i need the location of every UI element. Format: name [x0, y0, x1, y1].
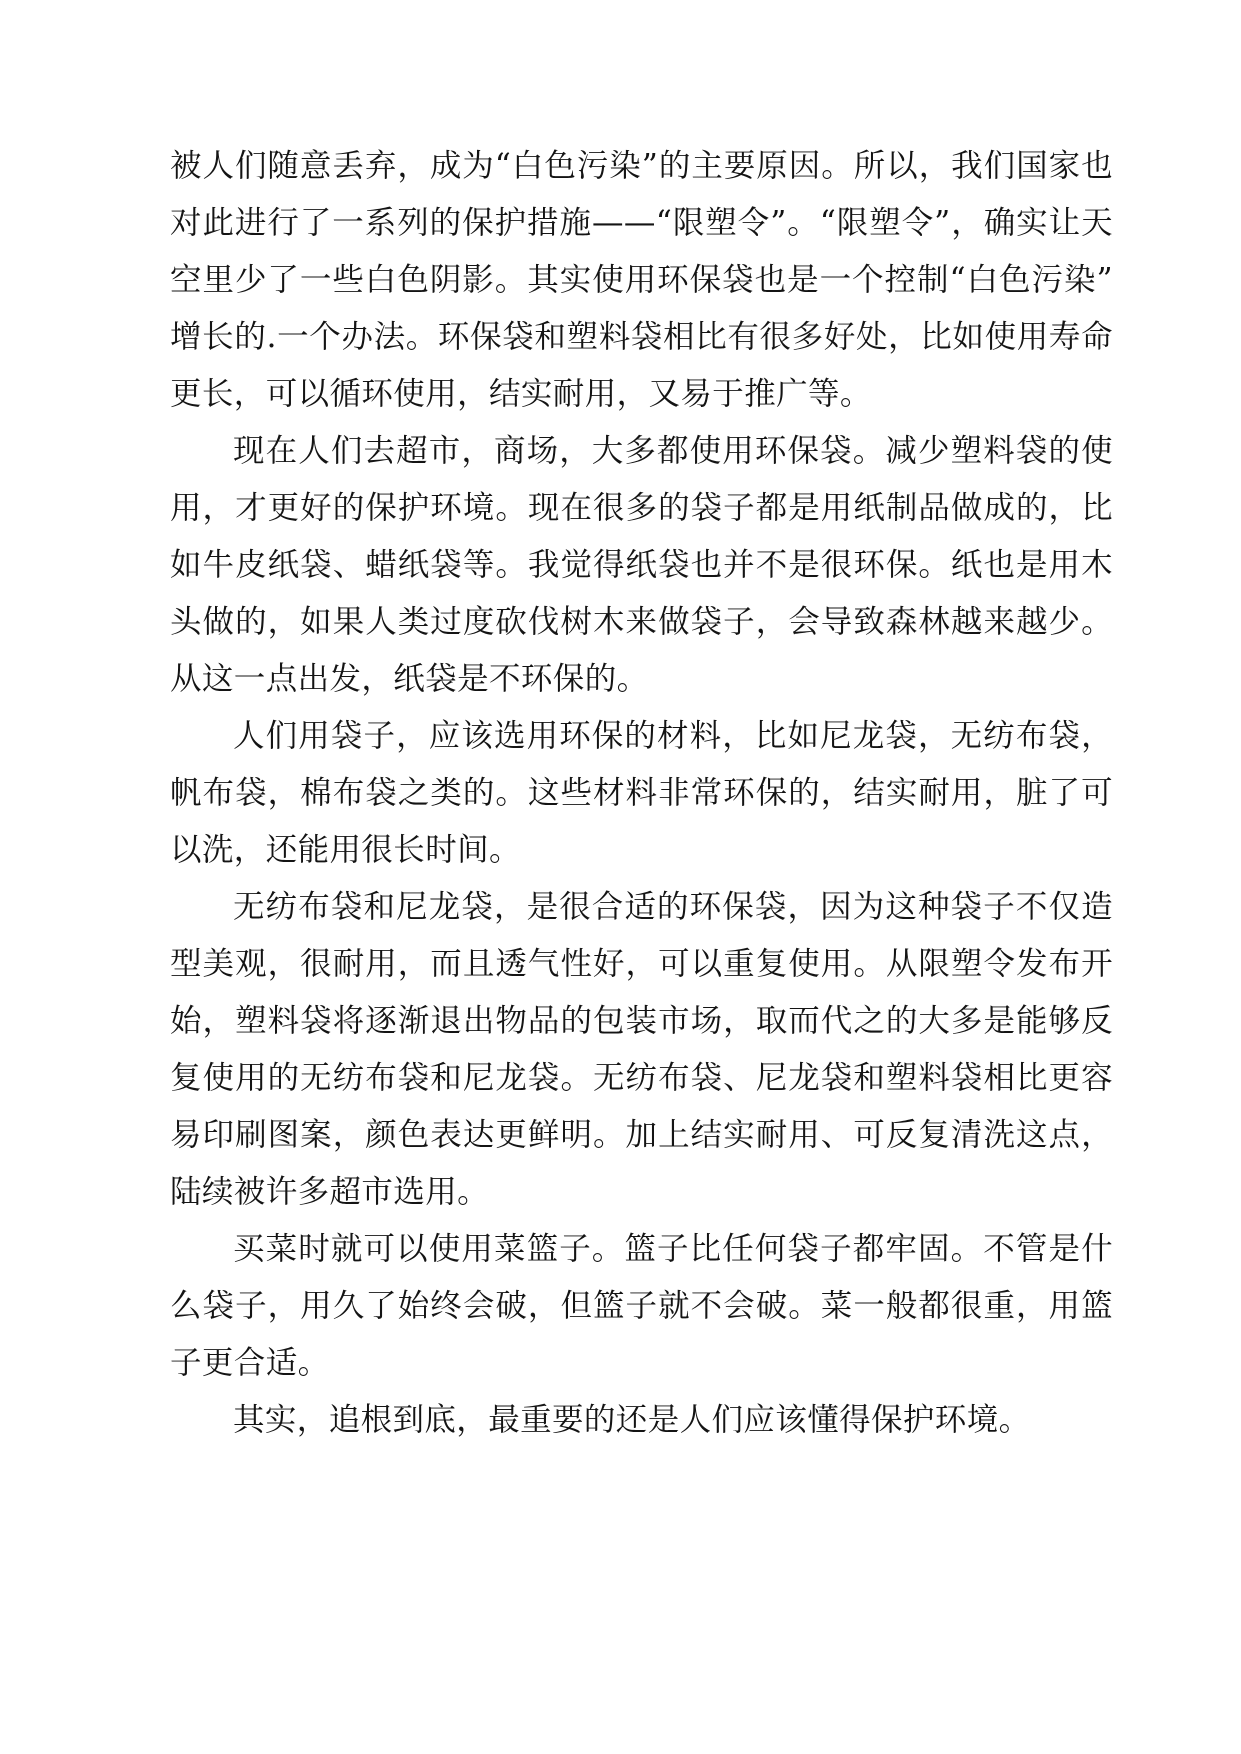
paragraph-3: 人们用袋子，应该选用环保的材料，比如尼龙袋，无纺布袋，帆布袋，棉布袋之类的。这些材料非常环保的，结实耐用，脏了可以洗，还能用很长时间。 — [170, 718, 1113, 868]
document-body — [170, 138, 1113, 1449]
paragraph-5: 买菜时就可以使用菜篮子。篮子比任何袋子都牢固。不管是什么袋子，用久了始终会破，但篮子就不会破。菜一般都很重，用篮子更合适。 — [170, 1231, 1113, 1381]
paragraph-6: 其实，追根到底，最重要的还是人们应该懂得保护环境。 — [233, 1402, 1031, 1438]
paragraph-4: 无纺布袋和尼龙袋，是很合适的环保袋，因为这种袋子不仅造型美观，很耐用，而且透气性好，可以重复使用。从限塑令发布开始，塑料袋将逐渐退出物品的包装市场，取而代之的大多是能够反复使用的无纺布袋和尼龙袋。无纺布袋、尼龙袋和塑料袋相比更容易印刷图案，颜色表达更鲜明。加上结实耐用、可反复清洗这点，陆续被许多超市选用。 — [170, 889, 1113, 1210]
paragraph-1: 被人们随意丢弃，成为“白色污染”的主要原因。所以，我们国家也对此进行了一系列的保护措施——“限塑令”。“限塑令”，确实让天空里少了一些白色阴影。其实使用环保袋也是一个控制“白色污染”增长的.一个办法。环保袋和塑料袋相比有很多好处，比如使用寿命更长，可以循环使用，结实耐用，又易于推广等。 — [170, 148, 1113, 412]
paragraph-2: 现在人们去超市，商场，大多都使用环保袋。减少塑料袋的使用，才更好的保护环境。现在很多的袋子都是用纸制品做成的，比如牛皮纸袋、蜡纸袋等。我觉得纸袋也并不是很环保。纸也是用木头做的，如果人类过度砍伐树木来做袋子，会导致森林越来越少。从这一点出发，纸袋是不环保的。 — [170, 433, 1113, 697]
